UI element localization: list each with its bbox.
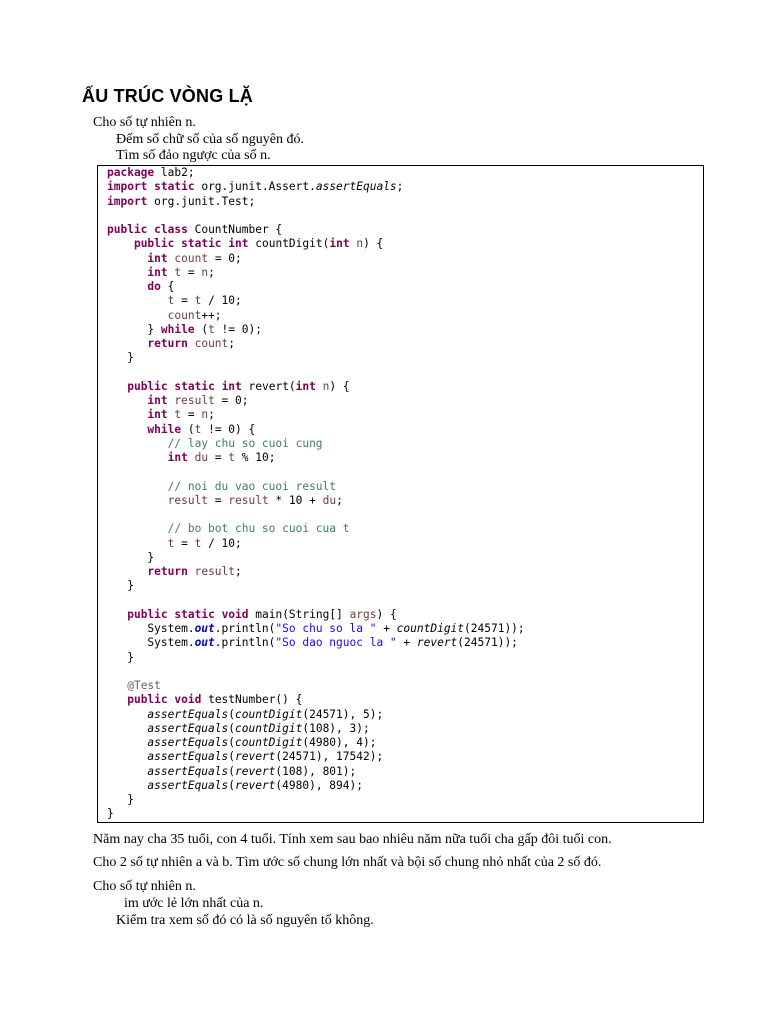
code-token: int	[147, 394, 168, 407]
code-token: t	[194, 422, 202, 436]
code-token: * 10 +	[268, 493, 323, 507]
code-token: }	[107, 579, 134, 593]
code-line	[107, 594, 525, 608]
code-token	[107, 394, 147, 407]
code-token: result	[228, 493, 269, 507]
code-token: result	[167, 493, 209, 507]
code-line	[107, 423, 525, 437]
code-token: assertEquals	[147, 721, 229, 735]
code-token: out	[194, 622, 215, 635]
code-token	[107, 280, 147, 293]
code-token: args	[349, 607, 377, 621]
code-token: +	[396, 636, 417, 650]
code-line	[107, 665, 525, 679]
code-line	[107, 465, 525, 479]
code-token: int	[147, 408, 168, 422]
code-token: =	[208, 451, 229, 464]
code-line	[107, 579, 525, 593]
code-line	[107, 394, 525, 408]
code-token	[215, 380, 222, 393]
code-token: assertEquals	[315, 180, 397, 194]
code-token: while	[147, 422, 182, 436]
code-token: (24571), 5);	[302, 707, 384, 721]
code-token: return	[147, 565, 188, 578]
code-token: =	[174, 294, 195, 308]
code-line	[107, 280, 525, 294]
code-token: t	[167, 536, 175, 550]
code-line	[107, 750, 525, 764]
code-token: t	[194, 294, 202, 308]
code-line	[107, 636, 525, 650]
code-token: public	[107, 223, 148, 236]
code-token	[316, 380, 323, 393]
code-line	[107, 408, 525, 422]
code-line	[107, 793, 525, 807]
code-token: import	[107, 194, 148, 208]
code-token: public	[127, 693, 168, 707]
code-token: du	[322, 493, 337, 507]
code-token	[107, 309, 168, 322]
code-line	[107, 451, 525, 465]
code-token	[215, 608, 222, 621]
code-token: ;	[228, 337, 236, 350]
code-token: }	[107, 807, 114, 821]
code-token: int	[167, 451, 188, 464]
code-token: count	[167, 308, 202, 322]
code-line	[107, 166, 525, 180]
code-line	[107, 608, 525, 622]
code-token: int	[147, 265, 168, 279]
code-line	[107, 366, 525, 380]
code-token	[107, 237, 134, 250]
code-line	[107, 309, 525, 323]
code-token: static	[174, 379, 215, 393]
code-token: while	[160, 322, 195, 336]
code-token: out	[194, 636, 215, 650]
code-token: (	[228, 750, 235, 764]
code-token: (	[228, 778, 235, 792]
code-token: // noi du vao cuoi result	[167, 479, 337, 493]
code-token	[107, 423, 147, 436]
code-token: ;	[336, 493, 343, 507]
code-token	[188, 565, 195, 578]
code-token	[107, 750, 147, 763]
code-line	[107, 195, 525, 209]
code-token: assertEquals	[147, 764, 229, 778]
code-line	[107, 565, 525, 579]
code-line	[107, 693, 525, 707]
exercise-1: Năm nay cha 35 tuổi, con 4 tuổi. Tính xem sau bao nhiêu năm nữa tuổi cha gấp đôi tuổi con.	[93, 832, 612, 847]
code-token: ) {	[329, 379, 350, 393]
code-token: .println(	[214, 636, 276, 650]
code-token: / 10;	[201, 294, 242, 308]
code-token: (	[194, 322, 209, 336]
code-token: (4980), 894);	[275, 778, 363, 792]
code-token	[107, 337, 147, 350]
code-line	[107, 779, 525, 793]
code-token: }	[107, 550, 155, 564]
code-token: ) {	[363, 237, 384, 251]
code-token: }	[107, 322, 161, 336]
code-token	[107, 408, 147, 421]
code-line	[107, 807, 525, 821]
code-token: testNumber() {	[201, 693, 303, 707]
code-line	[107, 209, 525, 223]
code-token	[107, 537, 168, 550]
code-token	[107, 779, 147, 792]
code-token: countDigit	[235, 736, 303, 749]
code-token: count	[194, 337, 229, 350]
code-token: }	[107, 650, 134, 664]
code-token	[107, 437, 168, 450]
code-token	[107, 608, 127, 621]
code-token: t	[228, 451, 236, 464]
code-token: = 0;	[214, 394, 249, 407]
code-token	[107, 252, 147, 265]
code-token	[107, 679, 127, 692]
intro-line-3: Tìm số đảo ngược của số n.	[116, 148, 271, 163]
code-line	[107, 323, 525, 337]
code-token: (24571), 17542);	[275, 750, 384, 764]
code-line	[107, 765, 525, 779]
code-token: t	[174, 265, 182, 279]
code-line	[107, 537, 525, 551]
code-token: t	[194, 536, 202, 550]
code-token: =	[174, 536, 195, 550]
code-token: (24571));	[464, 622, 525, 635]
code-token	[107, 736, 147, 749]
exercise-2: Cho 2 số tự nhiên a và b. Tìm ước số chung lớn nhất và bội số chung nhỏ nhất của 2 số đó.	[93, 855, 602, 870]
code-token: countDigit	[235, 707, 303, 721]
code-token: ;	[235, 565, 242, 578]
code-line	[107, 223, 525, 237]
code-token: != 0);	[214, 322, 262, 336]
code-line	[107, 351, 525, 365]
code-token: .println(	[214, 622, 276, 635]
code-token	[107, 451, 168, 464]
code-token: =	[181, 408, 202, 422]
code-token: t	[167, 294, 175, 308]
code-token: +	[376, 622, 397, 635]
code-token	[107, 693, 127, 706]
code-token: int	[329, 237, 350, 251]
code-token: int	[147, 251, 168, 265]
code-token: n	[356, 237, 364, 251]
code-token: int	[221, 379, 242, 393]
code-token: t	[174, 408, 182, 422]
code-token: static	[154, 180, 195, 194]
code-token	[107, 765, 147, 778]
code-token: countDigit(	[248, 237, 330, 251]
code-token: ;	[208, 408, 215, 422]
code-token: assertEquals	[147, 750, 229, 764]
code-line	[107, 622, 525, 636]
code-token: "So chu so la "	[275, 622, 377, 635]
code-token: class	[154, 223, 188, 236]
code-token: org.junit.Assert.	[194, 180, 316, 194]
code-token: (108), 3);	[302, 721, 370, 735]
code-token: t	[208, 322, 215, 336]
code-line	[107, 294, 525, 308]
code-token: (	[228, 736, 235, 749]
code-token: // bo bot chu so cuoi cua t	[167, 522, 350, 536]
code-token: assertEquals	[147, 778, 229, 792]
code-token	[188, 337, 195, 350]
code-token: public	[127, 379, 168, 393]
code-token: du	[194, 451, 209, 464]
code-token: revert(	[241, 379, 296, 393]
code-token	[107, 266, 147, 279]
intro-line-1: Cho số tự nhiên n.	[93, 115, 196, 130]
code-token: countDigit	[235, 721, 303, 735]
code-token: count	[174, 251, 209, 265]
code-line	[107, 722, 525, 736]
code-token: (	[228, 707, 235, 721]
code-line	[107, 679, 525, 693]
code-listing-box	[97, 165, 704, 823]
code-token: revert	[235, 778, 276, 792]
code-line	[107, 437, 525, 451]
code-token: import	[107, 180, 148, 194]
code-token: (24571));	[457, 636, 518, 650]
exercise-3-line-1: Cho số tự nhiên n.	[93, 879, 196, 894]
code-token: =	[208, 493, 229, 507]
code-token	[107, 722, 147, 735]
code-token: % 10;	[235, 451, 276, 464]
code-token: n	[201, 265, 209, 279]
code-token: "So dao nguoc la "	[275, 636, 397, 650]
code-token: revert	[235, 750, 276, 764]
code-token: package	[107, 166, 155, 179]
code-line	[107, 337, 525, 351]
exercise-3-line-3: Kiểm tra xem số đó có là số nguyên tố không.	[116, 913, 374, 928]
code-token: n	[322, 379, 330, 393]
code-token: static	[174, 607, 215, 621]
code-token	[107, 522, 168, 535]
code-token: void	[174, 693, 202, 707]
code-token	[188, 451, 195, 464]
code-token	[107, 494, 168, 507]
code-token: ;	[208, 265, 215, 279]
code-token	[107, 480, 168, 493]
code-token: countDigit	[396, 622, 465, 635]
code-token: }	[107, 793, 134, 806]
code-token: (	[228, 721, 235, 735]
code-token: / 10;	[201, 536, 242, 550]
code-token: void	[221, 607, 249, 621]
code-token: ++;	[201, 308, 222, 322]
code-token: assertEquals	[147, 736, 229, 749]
code-line	[107, 508, 525, 522]
code-line	[107, 266, 525, 280]
code-line	[107, 494, 525, 508]
code-token: {	[160, 280, 175, 293]
code-token: (	[181, 422, 195, 436]
code-line	[107, 651, 525, 665]
exercise-3-line-2: im ước lẻ lớn nhất của n.	[124, 896, 264, 911]
code-line	[107, 180, 525, 194]
code-token: (	[228, 764, 235, 778]
code-token: public	[127, 607, 168, 621]
code-token: main(String[]	[248, 607, 350, 621]
code-token: }	[107, 351, 134, 365]
code-line	[107, 522, 525, 536]
code-token: lab2;	[154, 166, 195, 179]
code-token	[107, 565, 147, 578]
code-line	[107, 237, 525, 251]
code-line	[107, 252, 525, 266]
code-token: static	[181, 237, 222, 251]
code-token	[107, 294, 168, 307]
code-token: (108), 801);	[275, 764, 357, 778]
code-token: System.	[107, 636, 195, 650]
java-code	[107, 166, 525, 822]
code-token	[107, 708, 147, 721]
code-token: public	[133, 237, 175, 251]
code-token: =	[181, 265, 202, 279]
code-token: != 0) {	[201, 422, 256, 436]
code-token: // lay chu so cuoi cung	[167, 436, 323, 450]
code-line	[107, 480, 525, 494]
code-line	[107, 708, 525, 722]
code-token: assertEquals	[147, 707, 229, 721]
code-line	[107, 380, 525, 394]
code-token: @Test	[127, 679, 161, 692]
code-token: CountNumber {	[187, 223, 283, 236]
code-token: result	[194, 565, 236, 578]
code-token: ;	[396, 180, 404, 194]
code-token: return	[147, 337, 188, 350]
code-line	[107, 551, 525, 565]
code-token: result	[174, 394, 215, 407]
code-token: do	[147, 280, 161, 293]
code-token: int	[295, 379, 316, 393]
code-token: revert	[235, 764, 276, 778]
code-token: revert	[416, 636, 458, 650]
code-token: org.junit.Test;	[147, 194, 256, 208]
code-token: System.	[107, 622, 195, 635]
intro-line-2: Đếm số chữ số của số nguyên đó.	[116, 132, 305, 147]
code-token: int	[228, 237, 249, 251]
code-token	[107, 380, 127, 393]
code-line	[107, 736, 525, 750]
code-token: = 0;	[208, 251, 242, 265]
code-token: ) {	[376, 607, 397, 621]
code-token: n	[201, 408, 209, 422]
code-token: (4980), 4);	[302, 736, 377, 749]
section-heading: ẤU TRÚC VÒNG LẶ	[82, 86, 253, 106]
